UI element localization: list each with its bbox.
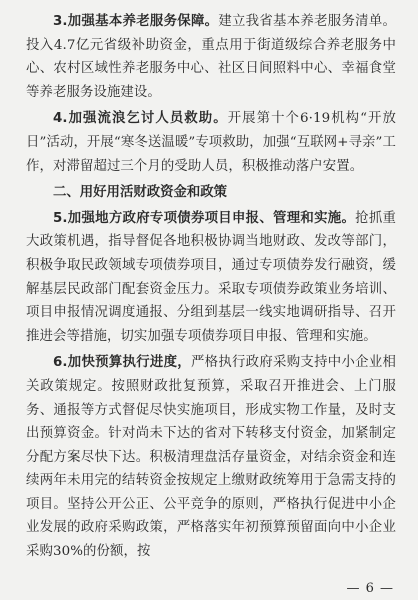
paragraph-6-lead: 6.加快预算执行进度， <box>53 355 191 371</box>
paragraph-5-lead: 5.加强地方政府专项债券项目申报、管理和实施。 <box>53 210 356 226</box>
page-number: — 6 — <box>346 581 394 596</box>
paragraph-4-body: 开展第十个6·19机构“开放日”活动，开展“寒冬送温暖”专项救助，加强“互联网+寻亲”工作，对滞留超过三个月的受助人员，积极推动落户安置。 <box>26 111 397 174</box>
paragraph-4-lead: 4.加强流浪乞讨人员救助。 <box>53 111 228 127</box>
paragraph-3 <box>26 10 396 104</box>
section-heading: 二、用好用活财政资金和政策 <box>53 185 228 201</box>
paragraph-3-lead: 3.加强基本养老服务保障。 <box>53 14 219 29</box>
paragraph-6 <box>26 351 396 563</box>
paragraph-5-body: 抢抓重大政策机遇，指导督促各地积极协调当地财政、发改等部门，积极争取民政领域专项债券项目，通过专项债券发行融资，缓解基层民政部门配套资金压力。采取专项债券政策业务培训、项目申报情况调度通报、分组到基层一线实地调研指导、召开推进会等措施，切实加强专项债券项目申报、管理和实施。 <box>26 210 396 344</box>
paragraph-4 <box>26 107 396 178</box>
paragraph-6-body: 严格执行政府采购支持中小企业相关政策规定。按照财政批复预算，采取召开推进会、上门服务、通报等方式督促尽快实施项目，形成实物工作量，及时支出预算资金。针对尚未下达的省对下转移支付资金，加紧制定分配方案尽快下达。积极清理盘活存量资金，对结余资金和连续两年未用完的结转资金按规定上缴财政统筹用于急需支持的项目。坚持公开公正、公平竞争的原则，严格执行促进中小企业发展的政府采购政策，严格落实年初预算预留面向中小企业采购30%的份额，按 <box>26 355 397 560</box>
paragraph-3-body: 建立我省基本养老服务清单。投入4.7亿元省级补助资金，重点用于街道级综合养老服务中心、农村区域性养老服务中心、社区日间照料中心、幸福食堂等养老服务设施建设。 <box>26 14 396 100</box>
paragraph-5 <box>26 207 396 349</box>
